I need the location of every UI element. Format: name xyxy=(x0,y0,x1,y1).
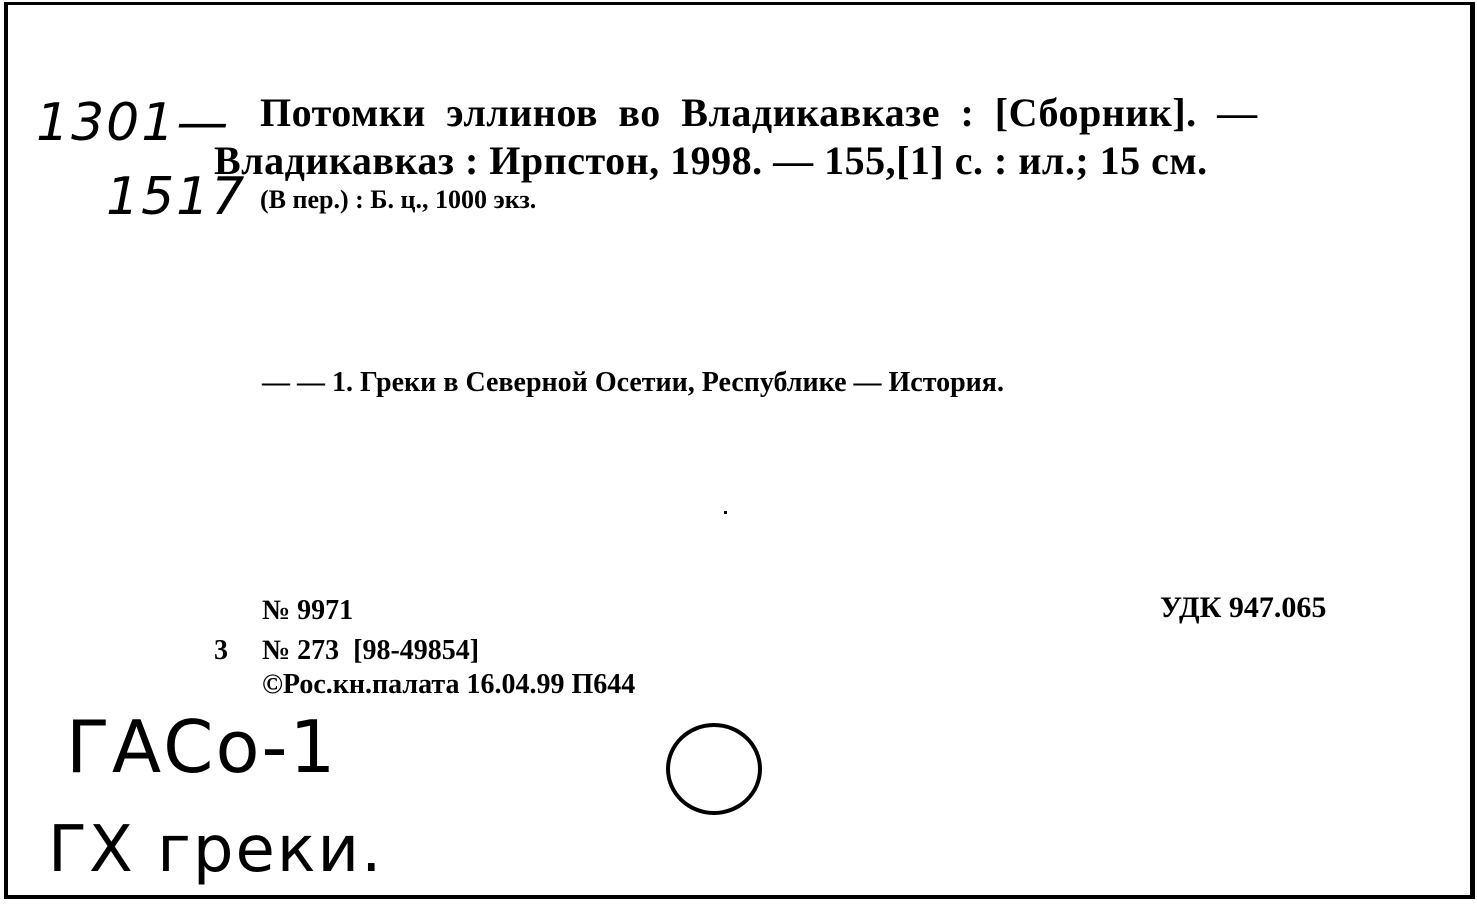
stray-dot xyxy=(724,511,727,514)
title-line-2: Владикавказ : Ирпстон, 1998. — 155,[1] с. : ил.; 15 см. xyxy=(214,138,1208,183)
card-hole-circle xyxy=(666,723,762,815)
register-prefix: 3 xyxy=(214,635,228,666)
binding-price-line: (В пер.) : Б. ц., 1000 экз. xyxy=(260,185,537,214)
title-line-1: Потомки эллинов во Владикавказе : [Сборник]. — xyxy=(260,90,1258,135)
handwritten-annotation-greki: ГХ греки. xyxy=(48,813,384,887)
catalog-card xyxy=(4,2,1475,899)
handwritten-call-number-line2: 1517 xyxy=(106,167,247,227)
udk-classification: УДК 947.065 xyxy=(1160,591,1327,624)
handwritten-call-number-line1: 1301— xyxy=(36,93,231,153)
handwritten-annotation-gaso: ГАСо-1 xyxy=(66,705,338,789)
subject-heading: — — 1. Греки в Северной Осетии, Республике — История. xyxy=(262,367,1004,398)
register-number: № 273 [98-49854] xyxy=(262,635,480,666)
copyright-line: ©Рос.кн.палата 16.04.99 П644 xyxy=(262,669,636,700)
record-number: № 9971 xyxy=(262,595,354,626)
